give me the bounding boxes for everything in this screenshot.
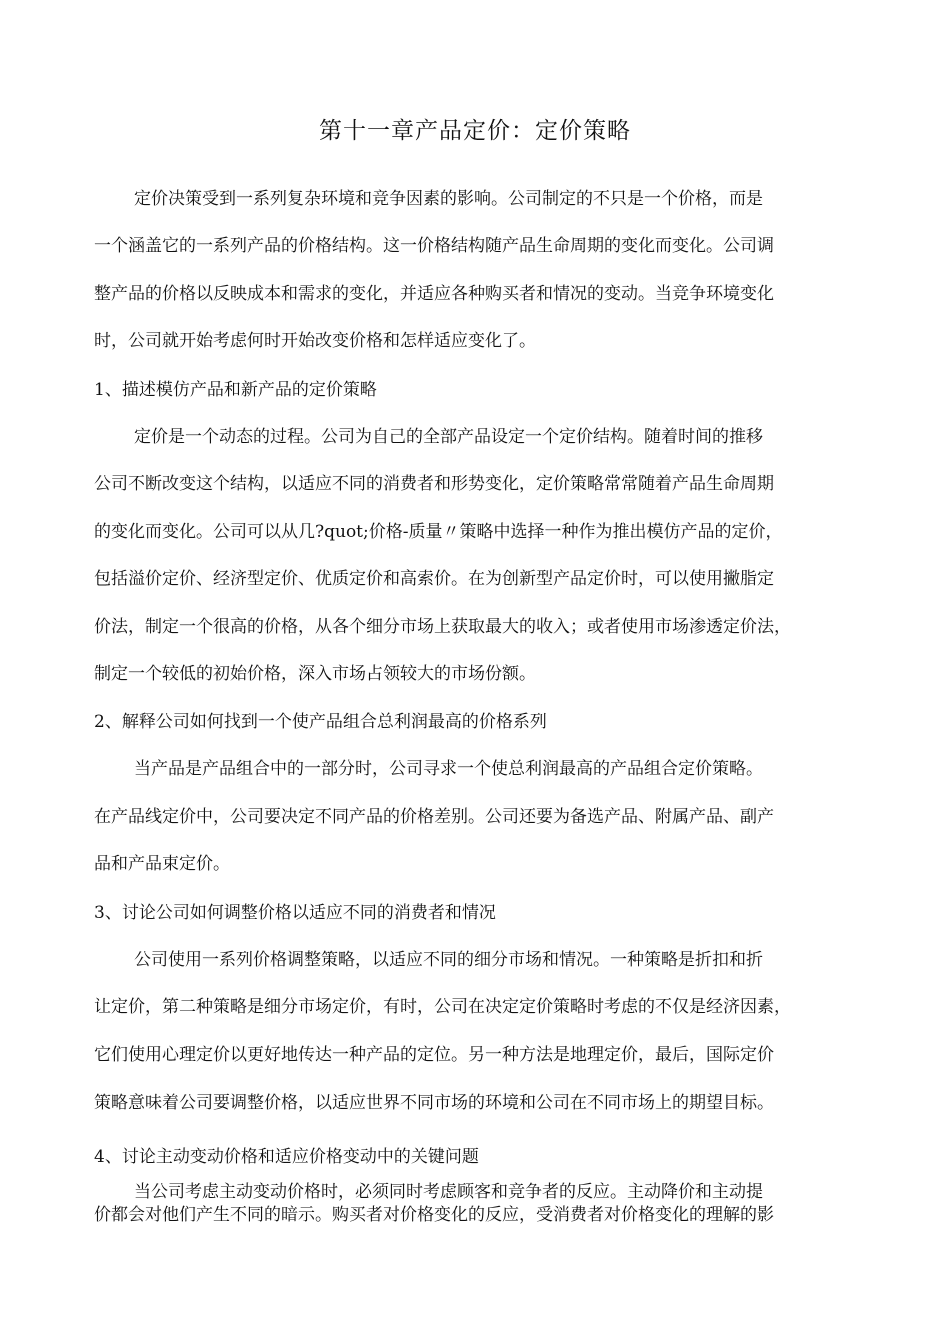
paragraph-line: 当产品是产品组合中的一部分时，公司寻求一个使总利润最高的产品组合定价策略。 bbox=[134, 759, 763, 779]
paragraph-line: 在产品线定价中，公司要决定不同产品的价格差别。公司还要为备选产品、附属产品、副产 bbox=[94, 807, 774, 827]
paragraph-line: 它们使用心理定价以更好地传达一种产品的定位。另一种方法是地理定价，最后，国际定价 bbox=[94, 1045, 774, 1065]
paragraph-line: 时，公司就开始考虑何时开始改变价格和怎样适应变化了。 bbox=[94, 331, 536, 351]
paragraph-line: 定价决策受到一系列复杂环境和竞争因素的影响。公司制定的不只是一个价格，而是 bbox=[134, 189, 763, 209]
section-heading: 2、解释公司如何找到一个使产品组合总利润最高的价格系列 bbox=[94, 712, 547, 732]
paragraph-line: 一个涵盖它的一系列产品的价格结构。这一价格结构随产品生命周期的变化而变化。公司调 bbox=[94, 236, 774, 256]
section-heading: 1、描述模仿产品和新产品的定价策略 bbox=[94, 380, 377, 400]
paragraph-line: 定价是一个动态的过程。公司为自己的全部产品设定一个定价结构。随着时间的推移 bbox=[134, 427, 763, 447]
paragraph-line: 品和产品束定价。 bbox=[94, 854, 230, 874]
chapter-title: 第十一章产品定价：定价策略 bbox=[319, 118, 631, 144]
paragraph-line: 策略意味着公司要调整价格，以适应世界不同市场的环境和公司在不同市场上的期望目标。 bbox=[94, 1093, 774, 1113]
paragraph-line: 公司使用一系列价格调整策略，以适应不同的细分市场和情况。一种策略是折扣和折 bbox=[134, 950, 763, 970]
paragraph-line: 价法，制定一个很高的价格，从各个细分市场上获取最大的收入；或者使用市场渗透定价法， bbox=[94, 617, 791, 637]
paragraph-line: 包括溢价定价、经济型定价、优质定价和高索价。在为创新型产品定价时，可以使用撇脂定 bbox=[94, 569, 774, 589]
section-heading: 3、讨论公司如何调整价格以适应不同的消费者和情况 bbox=[94, 903, 496, 923]
paragraph-line: 制定一个较低的初始价格，深入市场占领较大的市场份额。 bbox=[94, 664, 536, 684]
paragraph-line: 让定价，第二种策略是细分市场定价，有时，公司在决定定价策略时考虑的不仅是经济因素， bbox=[94, 997, 791, 1017]
paragraph-line: 价都会对他们产生不同的暗示。购买者对价格变化的反应，受消费者对价格变化的理解的影 bbox=[94, 1205, 774, 1225]
paragraph-line: 整产品的价格以反映成本和需求的变化，并适应各种购买者和情况的变动。当竞争环境变化 bbox=[94, 284, 774, 304]
paragraph-line: 当公司考虑主动变动价格时，必须同时考虑顾客和竞争者的反应。主动降价和主动提 bbox=[134, 1182, 763, 1202]
paragraph-line: 公司不断改变这个结构，以适应不同的消费者和形势变化，定价策略常常随着产品生命周期 bbox=[94, 474, 774, 494]
paragraph-line: 的变化而变化。公司可以从几?quot;价格-质量〃策略中选择一种作为推出模仿产品的定价， bbox=[94, 522, 783, 542]
section-heading: 4、讨论主动变动价格和适应价格变动中的关键问题 bbox=[94, 1147, 479, 1167]
